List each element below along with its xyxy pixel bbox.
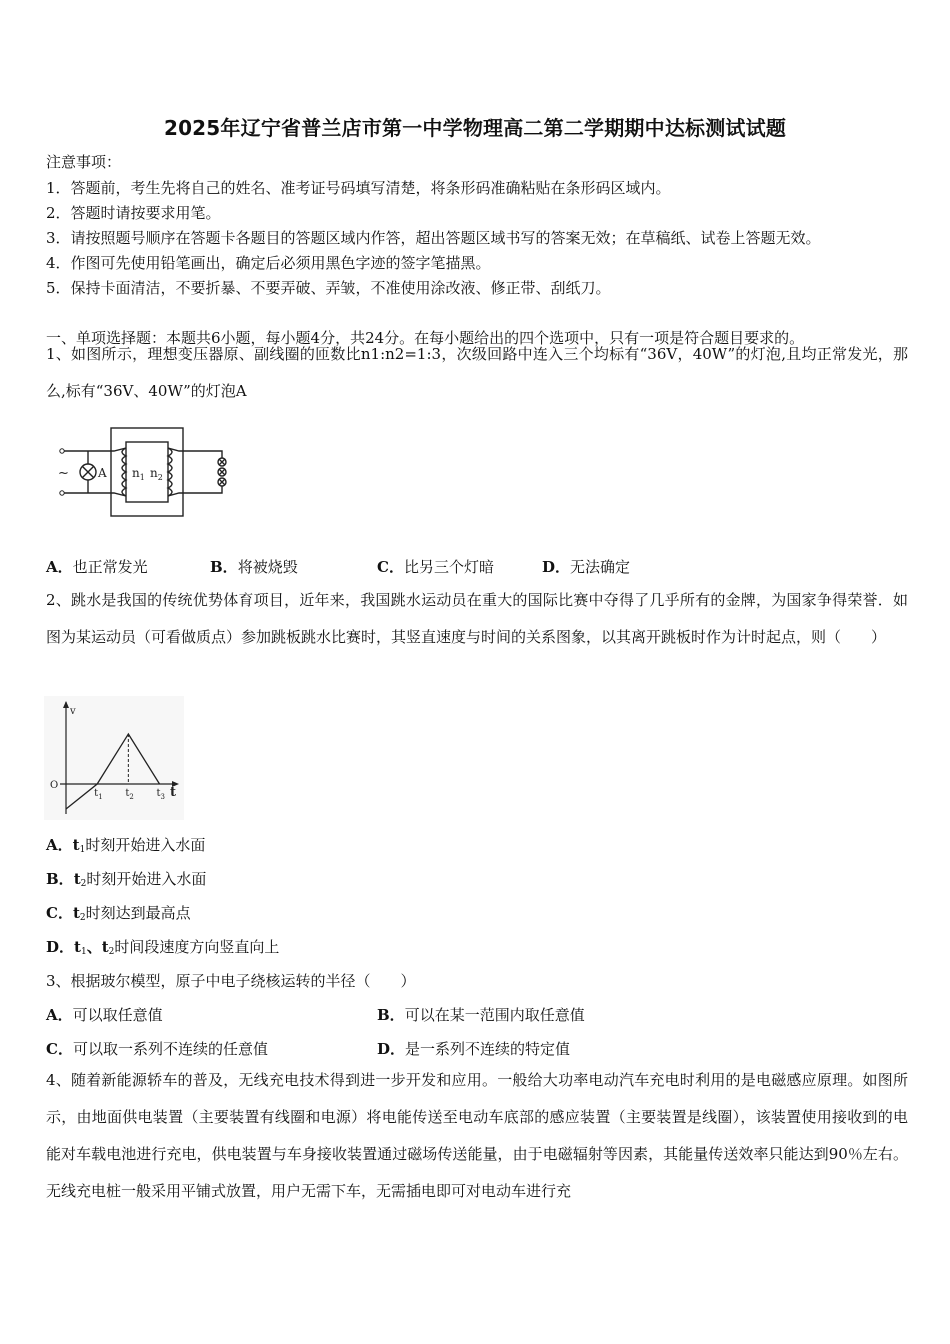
option-d[interactable]: D．是一系列不连续的特定值: [377, 1040, 571, 1058]
option-c[interactable]: C．可以取一系列不连续的任意值: [46, 1040, 268, 1058]
n1-label: $n_1$: [132, 466, 145, 482]
primary-coil: [122, 448, 126, 496]
question-1-stem: 1、如图所示，理想变压器原、副线圈的匝数比n1:n2=1:3，次级回路中连入三个均标有“36V，40W”的灯泡,且均正常发光，那么,标有“36V、40W”的灯泡A: [46, 345, 908, 400]
option-a[interactable]: A．也正常发光: [46, 558, 148, 576]
x-tick-label: $t_2$: [125, 788, 134, 801]
option-a[interactable]: A．可以取任意值: [46, 1006, 163, 1024]
load-lamp-cross: [219, 459, 225, 485]
option-c[interactable]: C．比另三个灯暗: [377, 558, 494, 576]
transformer-core-outer: [111, 428, 183, 516]
page-title: 2025年辽宁省普兰店市第一中学物理高二第二学期期中达标测试试题: [163, 116, 787, 140]
transformer-circuit-figure: [54, 425, 234, 520]
question-2-option-d[interactable]: D．$t_1$、$t_2$时间段速度方向竖直向上: [46, 938, 280, 957]
n2-label: $n_2$: [150, 466, 163, 482]
ac-source-symbol: ~: [58, 466, 69, 481]
question-3-stem: 3、根据玻尔模型，原子中电子绕核运转的半径（ ）: [46, 972, 416, 990]
terminal-dot: [60, 491, 64, 495]
lamp-a-label: A: [98, 466, 107, 480]
primary-wire-bottom: [64, 493, 126, 496]
option-d[interactable]: D．无法确定: [542, 558, 631, 576]
notice-item: 4．作图可先使用铅笔画出，确定后必须用黑色字迹的签字笔描黑。: [46, 254, 491, 272]
x-tick-label: $t_1$: [94, 788, 103, 801]
x-axis-label: t: [170, 785, 177, 800]
question-2-stem: 2、跳水是我国的传统优势体育项目，近年来，我国跳水运动员在重大的国际比赛中夺得了几乎所有的金牌，为国家争得荣誉．如图为某运动员（可看做质点）参加跳板跳水比赛时，其竖直速度与时间的关系图象，以其离开跳板时作为计时起点，则（ ）: [46, 591, 908, 646]
secondary-wire-top: [168, 448, 222, 458]
notice-item: 2．答题时请按要求用笔。: [46, 204, 221, 222]
terminal-dot: [60, 449, 64, 453]
y-axis-label: v: [70, 706, 76, 717]
option-b[interactable]: B．可以在某一范围内取任意值: [377, 1006, 585, 1024]
notice-item: 5．保持卡面清洁，不要折暴、不要弄破、弄皱，不准使用涂改液、修正带、刮纸刀。: [46, 279, 611, 297]
x-tick-label: $t_3$: [156, 788, 166, 801]
primary-wire-top: [64, 448, 126, 451]
question-2-option-b[interactable]: B．$t_2$时刻开始进入水面: [46, 870, 207, 889]
velocity-time-chart: [44, 696, 184, 820]
option-b[interactable]: B．将被烧毁: [210, 558, 298, 576]
secondary-coil: [168, 448, 172, 496]
section-heading: 一、单项选择题：本题共6小题，每小题4分，共24分。在每小题给出的四个选项中，只有一项是符合题目要求的。: [46, 329, 805, 347]
notice-heading: 注意事项：: [46, 153, 122, 171]
question-4-stem: 4、随着新能源轿车的普及，无线充电技术得到进一步开发和应用。一般给大功率电动汽车充电时利用的是电磁感应原理。如图所示，由地面供电装置（主要装置有线圈和电源）将电能传送至电动车底部的感应装置（主要装置是线圈），该装置使用接收到的电能对车载电池进行充电，供电装置与车身接收装置通过磁场传送能量，由于电磁辐射等因素，其能量传送效率只能达到90％左右。无线充电桩一般采用平铺式放置，用户无需下车，无需插电即可对电动车进行充: [46, 1071, 908, 1200]
secondary-wire-bottom: [168, 486, 222, 496]
question-2-option-c[interactable]: C．$t_2$时刻达到最高点: [46, 904, 191, 923]
notice-item: 3．请按照题号顺序在答题卡各题目的答题区域内作答，超出答题区域书写的答案无效；在草稿纸、试卷上答题无效。: [46, 229, 821, 247]
question-2-option-a[interactable]: A．$t_1$时刻开始进入水面: [46, 836, 206, 855]
notice-item: 1．答题前，考生先将自己的姓名、准考证号码填写清楚，将条形码准确粘贴在条形码区域内。: [46, 179, 671, 197]
origin-label: O: [50, 780, 59, 791]
